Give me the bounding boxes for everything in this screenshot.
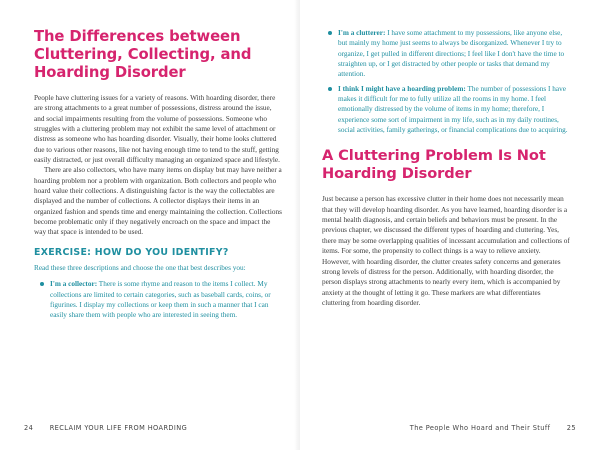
right-footer [410,424,576,432]
right-page-heading: A Cluttering Problem Is Not Hoarding Disorder [322,147,546,183]
left-paragraph-1: People have cluttering issues for a variety of reasons. With hoarding disorder, there are strong attachments to a great number of possessions, distress around the issue, and social impairments resulting from the volume of possessions. Someone who struggles with a cluttering problem may not exhibit the same level of attachment or distress as someone who has hoarding disorder. Visually, their home looks cluttered due to various other reasons, like not having enough time to tend to the stuff, getting easily distracted, or just overall difficulty managing an organized space and lifestyle. [34,94,280,165]
bullet-icon [328,87,332,91]
option-lead: I'm a clutterer: [338,29,386,37]
right-paragraph: Just because a person has excessive clutter in their home does not necessarily mean that they will develop hoarding disorder. As you have learned, hoarding disorder is a mental health diagnosis, and certain beliefs and behaviors must be present. In the previous chapter, we discussed the different types of hoarding and cluttering. Yes, there may be some overlapping qualities of incessant accumulation and collections of items. For some, the propensity to collect things is a way to relieve anxiety. However, with hoarding disorder, the clutter creates safety concerns and generates strong levels of distress for the person. Additionally, with hoarding disorder, the person displays strong attachments to nearly every item, which is accompanied by anxiety at the thought of letting it go. These markers are what differentiates cluttering from hoarding disorder. [322,195,570,307]
left-footer [24,424,187,432]
option-text: The number of possessions I have makes it difficult for me to fully utilize all the rooms in my home. I feel emotionally distressed by the volume of items in my home; therefore, I experience some sort of impairment in my life, such as in my daily routines, social activities, family gatherings, or financial complications due to acquiring. [338,84,568,135]
exercise-heading: EXERCISE: HOW DO YOU IDENTIFY? [34,246,229,258]
left-page-heading: The Differences between Cluttering, Collecting, and Hoarding Disorder [34,28,252,81]
option-text: I have some attachment to my possessions, like anyone else, but mainly my home just seems to always be disorganized. Whenever I try to organize, I get pulled in different directions; I feel like I don't have the time to straighten up, or I get distracted by other people or tasks that demand my attention. [338,29,565,79]
running-title-left: RECLAIM YOUR LIFE FROM HOARDING [49,424,188,432]
option-lead: I think I might have a hoarding problem: [338,84,466,93]
right-page [300,0,600,450]
option-text: There is some rhyme and reason to the items I collect. My collections are limited to certain categories, such as baseball cards, coins, or figurines. I display my collections or keep them in such a manner that I can easily share them with people who are interested in seeing them. [50,280,271,320]
bullet-icon [40,282,44,286]
bullet-icon [328,31,332,35]
option-clutterer [328,28,570,80]
page-number-right: 25 [566,424,576,432]
option-hoarding [328,84,570,136]
page-number-left: 24 [24,424,34,432]
running-title-right: The People Who Hoard and Their Stuff [409,424,551,432]
exercise-options-left [34,279,282,320]
option-collector [40,279,282,320]
exercise-options-right [322,28,570,135]
left-paragraph-2: There are also collectors, who have many items on display but may have neither a hoarding problem nor a problem with organization. Both collectors and people who hoard value their collections. A distinguishing factor is the way the collectables are displayed and the number of collections. A collector displays their items in an organized fashion and spends time and energy maintaining the collection. Collections become problematic only if they negatively encroach on the space and impact the way that space is intended to be used. [34,166,282,237]
option-lead: I'm a collector: [50,280,98,289]
exercise-intro: Read these three descriptions and choose the one that best describes you: [34,263,246,272]
